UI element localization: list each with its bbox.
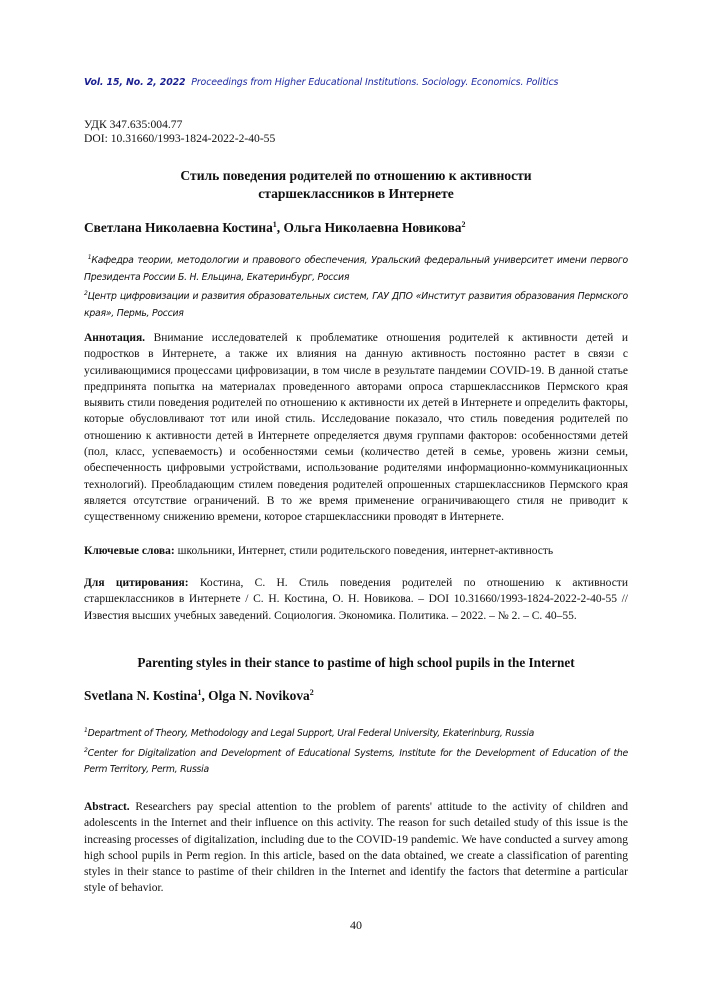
author-name: Svetlana N. Kostina: [84, 688, 198, 703]
abstract-text: Внимание исследователей к проблематике отношения родителей к активности детей и подростков в Интернете, а также их влияния на данную активность постоянно растет в связи с усиливающимися процессами цифровизации, в том числе в результате пандемии COVID-19. В данной статье предпринята попытка на материалах проведенного авторами опроса старшеклассников Пермского края выявить стили поведения родителей по отношению к активности их детей в Интернете и определить факторы, которые обусловливают тот или иной стиль. Исследование показало, что стиль поведения родителей по отношению к активности детей в Интернете определяется двумя группами факторов: особенностями детей (пол, класс, успеваемость) и особенностями семьи (количество детей в семье, уровень жизни семьи, обеспеченность цифровыми устройствами, использование родителями информационно-коммуникационных технологий). Преобладающим стилем поведения родителей опрошенных старшеклассников Пермского края является отсутствие ограничений. В то же время применение ограничивающего стиля не приводит к существенному снижению времени, которое старшеклассники проводят в Интернете.: [84, 332, 628, 524]
journal-volume: Vol. 15, No. 2, 2022: [84, 77, 186, 88]
affiliation-marker: 1: [87, 254, 92, 261]
abstract-text: Researchers pay special attention to the problem of parents' attitude to the activity of children and adolescents in the Internet and their influence on this activity. The reason for such detailed study of this issue is the increasing processes of digitalization, including due to the COVID-19 pandemic. We have conducted a survey among high school pupils in Perm region. In this article, based on the data obtained, we create a classification of parenting styles in their stance to pastime of their children in the Internet and identify the factors that determine a particular style of behavior.: [84, 801, 628, 895]
affiliation-text: Department of Theory, Methodology and Legal Support, Ural Federal University, Ekaterinburg, Russia: [87, 728, 535, 739]
citation-label: Для цитирования:: [84, 577, 189, 589]
keywords-label: Ключевые слова:: [84, 545, 175, 557]
abstract-en: [84, 799, 628, 897]
keywords-text: школьники, Интернет, стили родительского поведения, интернет-активность: [174, 545, 554, 557]
abstract-ru: [84, 330, 628, 526]
affiliation-item: [84, 723, 628, 743]
affiliation-text: Кафедра теории, методологии и правового обеспечения, Уральский федеральный университет имени первого Президента России Б. Н. Ельцина, Екатеринбург, Россия: [84, 255, 628, 283]
title-ru-line-1: Стиль поведения родителей по отношению к активности: [180, 168, 532, 183]
affiliation-text: Центр цифровизации и развития образовательных систем, ГАУ ДПО «Институт развития образования Пермского края», Пермь, Россия: [84, 291, 628, 319]
title-ru-line-2: старшеклассников в Интернете: [258, 186, 454, 201]
identifiers: [84, 118, 275, 146]
title-ru: [84, 167, 628, 203]
citation-text: Костина, С. Н. Стиль поведения родителей по отношению к активности старшеклассников в Интернете / С. Н. Костина, О. Н. Новикова. – DOI 10.31660/1993-1824-2022-2-40-55 // Известия высших учебных заведений. Социология. Экономика. Политика. – 2022. – № 2. – С. 40–55.: [84, 577, 628, 622]
doi: DOI: 10.31660/1993-1824-2022-2-40-55: [84, 132, 276, 145]
affiliation-item: [84, 743, 628, 779]
authors-ru: [84, 220, 466, 236]
page-number: 40: [350, 918, 362, 932]
author-affiliation-marker: 1: [197, 688, 202, 697]
citation-ru: [84, 575, 628, 624]
affiliation-marker: 2: [84, 746, 88, 754]
keywords-ru: [84, 543, 628, 559]
udk-code: УДК 347.635:004.77: [84, 118, 183, 131]
affiliation-item: [84, 286, 628, 322]
author-affiliation-marker: 1: [272, 220, 277, 229]
affiliation-marker: 2: [84, 290, 88, 297]
affiliation-item: [84, 250, 628, 286]
running-head: [84, 77, 558, 88]
author-affiliation-marker: 2: [461, 220, 466, 229]
authors-en: [84, 688, 314, 704]
author-name: Ольга Николаевна Новикова: [283, 220, 462, 235]
journal-name: Proceedings from Higher Educational Institutions. Sociology. Economics. Politics: [191, 77, 559, 88]
affiliation-text: Center for Digitalization and Development of Educational Systems, Institute for the Development of Education of the Perm Territory, Perm, Russia: [84, 747, 628, 775]
author-affiliation-marker: 2: [309, 688, 314, 697]
affiliations-en: [84, 723, 628, 779]
author-separator: ,: [276, 220, 284, 235]
affiliation-marker: 1: [84, 727, 88, 734]
author-name: Светлана Николаевна Костина: [84, 220, 273, 235]
author-separator: ,: [201, 688, 209, 703]
affiliations-ru: [84, 250, 628, 322]
author-name: Olga N. Novikova: [208, 688, 310, 703]
abstract-label: Abstract.: [84, 801, 130, 813]
title-en: Parenting styles in their stance to pastime of high school pupils in the Internet: [137, 655, 575, 670]
abstract-label: Аннотация.: [84, 332, 146, 344]
